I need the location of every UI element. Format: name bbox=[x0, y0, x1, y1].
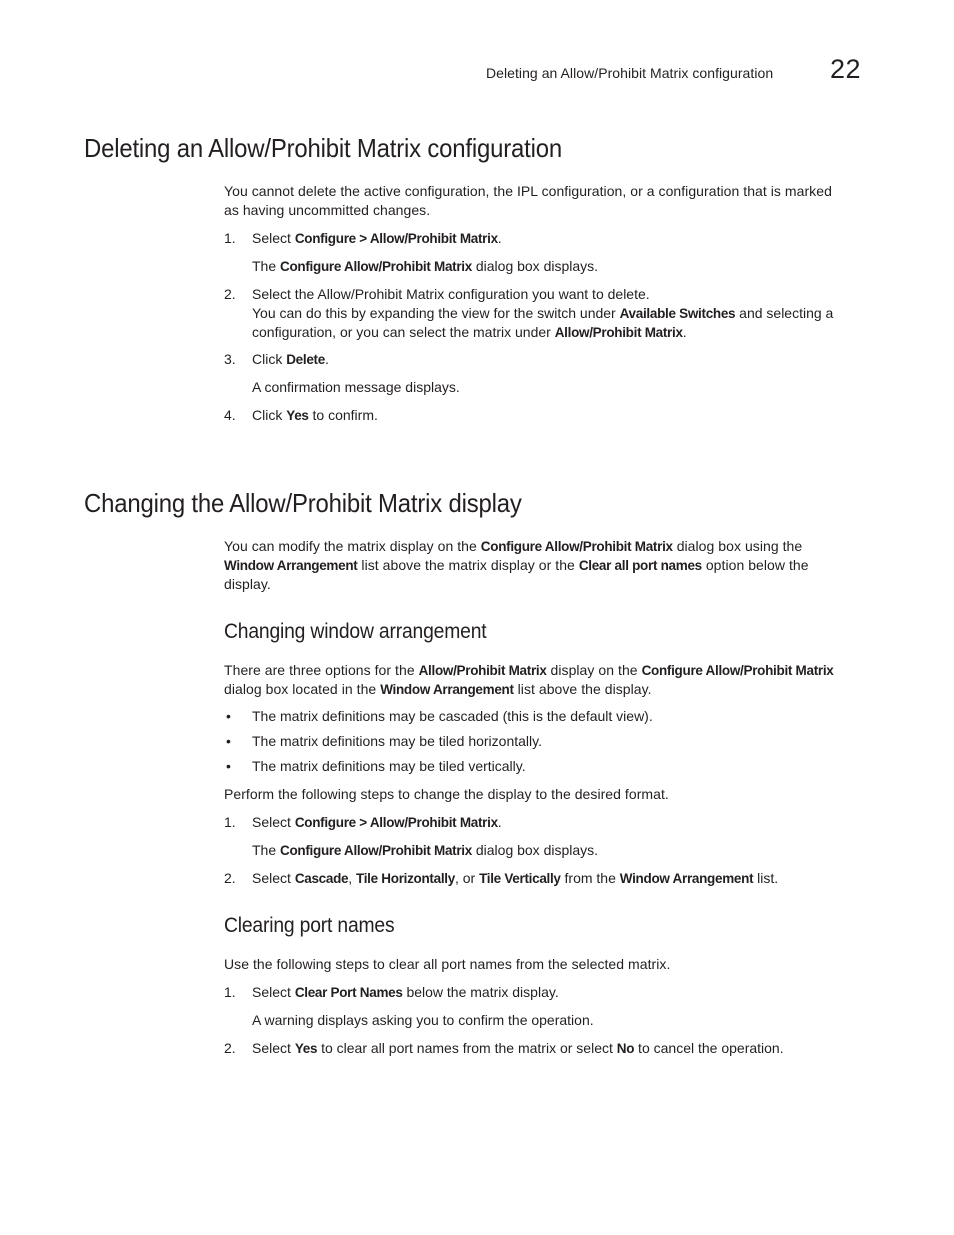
intro-line: You cannot delete the active configuration, the IPL configuration, or a configuration that is marked bbox=[224, 183, 832, 199]
ui-reference: Yes bbox=[294, 1041, 318, 1056]
ui-reference: Configure Allow/Prohibit Matrix bbox=[280, 259, 472, 274]
list-item bbox=[224, 707, 874, 726]
text: . bbox=[497, 814, 502, 830]
text: The bbox=[252, 842, 281, 858]
bullet-icon: • bbox=[226, 733, 231, 749]
step-item bbox=[224, 285, 874, 342]
ui-reference: Window Arrangement bbox=[619, 871, 754, 886]
text: from the bbox=[560, 870, 620, 886]
ui-reference: Window Arrangement bbox=[380, 682, 514, 697]
subsection-heading-clearing-port-names: Clearing port names bbox=[224, 914, 395, 937]
ui-reference: No bbox=[616, 1041, 635, 1056]
step-note: A confirmation message displays. bbox=[252, 379, 460, 395]
text: . bbox=[682, 324, 687, 340]
step-text bbox=[252, 869, 874, 888]
text: to clear all port names from the matrix or select bbox=[317, 1040, 617, 1056]
ui-reference: Yes bbox=[286, 408, 309, 423]
section1-intro bbox=[224, 182, 874, 220]
intro-line: as having uncommitted changes. bbox=[224, 202, 431, 218]
text: dialog box displays. bbox=[471, 842, 599, 858]
list-item bbox=[224, 757, 874, 776]
step-note: A warning displays asking you to confirm the operation. bbox=[252, 1012, 594, 1028]
bullet-icon: • bbox=[226, 708, 231, 724]
step-number: 1. bbox=[224, 230, 236, 246]
step-text bbox=[252, 350, 874, 369]
text: Select bbox=[252, 984, 295, 1000]
text: Select the Allow/Prohibit Matrix configuration you want to delete. bbox=[252, 286, 650, 302]
step-note bbox=[252, 257, 872, 276]
ui-reference: Tile Horizontally bbox=[356, 871, 455, 886]
text: . bbox=[497, 230, 502, 246]
text: , or bbox=[454, 870, 480, 886]
running-header-title: Deleting an Allow/Prohibit Matrix configuration bbox=[486, 65, 774, 81]
text: Select bbox=[252, 230, 295, 246]
ui-reference: Configure Allow/Prohibit Matrix bbox=[280, 843, 472, 858]
step-number: 2. bbox=[224, 870, 236, 886]
section-heading-changing-display: Changing the Allow/Prohibit Matrix display bbox=[84, 488, 522, 518]
text: Click bbox=[252, 351, 287, 367]
text: Select bbox=[252, 814, 295, 830]
ui-reference: Configure > Allow/Prohibit Matrix bbox=[294, 815, 498, 830]
text: . bbox=[324, 351, 329, 367]
text: below the matrix display. bbox=[402, 984, 559, 1000]
section-heading-deleting: Deleting an Allow/Prohibit Matrix configuration bbox=[84, 133, 562, 163]
step-item bbox=[224, 1039, 874, 1058]
step-number: 2. bbox=[224, 1040, 236, 1056]
text: to cancel the operation. bbox=[634, 1040, 784, 1056]
step-item bbox=[224, 406, 874, 425]
list-item-text: The matrix definitions may be tiled vertically. bbox=[252, 758, 526, 774]
text: dialog box located in the bbox=[224, 681, 381, 697]
list-item-text: The matrix definitions may be cascaded (this is the default view). bbox=[252, 708, 653, 724]
step-text bbox=[252, 1039, 874, 1058]
text: Select bbox=[252, 870, 295, 886]
ui-reference: Clear all port names bbox=[578, 558, 702, 573]
ui-reference: Allow/Prohibit Matrix bbox=[418, 663, 547, 678]
step-number: 4. bbox=[224, 407, 236, 423]
ui-reference: Delete bbox=[286, 352, 325, 367]
text: dialog box displays. bbox=[471, 258, 599, 274]
step-item bbox=[224, 869, 874, 888]
step-number: 1. bbox=[224, 814, 236, 830]
step-number: 1. bbox=[224, 984, 236, 1000]
ui-reference: Window Arrangement bbox=[224, 558, 358, 573]
step-note bbox=[252, 841, 872, 860]
subsection-intro: Use the following steps to clear all port names from the selected matrix. bbox=[224, 956, 671, 972]
ui-reference: Configure Allow/Prohibit Matrix bbox=[641, 663, 834, 678]
text: list above the matrix display or the bbox=[357, 557, 579, 573]
text: Select bbox=[252, 1040, 295, 1056]
step-text bbox=[252, 229, 874, 248]
chapter-number: 22 bbox=[830, 54, 862, 84]
ui-reference: Configure > Allow/Prohibit Matrix bbox=[294, 231, 498, 246]
text: There are three options for the bbox=[224, 662, 419, 678]
text: display. bbox=[224, 576, 271, 592]
text: list. bbox=[753, 870, 779, 886]
text: The bbox=[252, 258, 281, 274]
step-text bbox=[252, 285, 874, 342]
text: to confirm. bbox=[308, 407, 378, 423]
list-item-text: The matrix definitions may be tiled horizontally. bbox=[252, 733, 542, 749]
text: list above the display. bbox=[513, 681, 652, 697]
step-item bbox=[224, 229, 874, 248]
step-number: 3. bbox=[224, 351, 236, 367]
ui-reference: Clear Port Names bbox=[294, 985, 403, 1000]
text: You can do this by expanding the view for the switch under bbox=[252, 305, 620, 321]
ui-reference: Allow/Prohibit Matrix bbox=[554, 325, 683, 340]
text: You can modify the matrix display on the bbox=[224, 538, 481, 554]
step-text bbox=[252, 406, 874, 425]
ui-reference: Tile Vertically bbox=[479, 871, 561, 886]
list-item bbox=[224, 732, 874, 751]
step-item bbox=[224, 813, 874, 832]
ui-reference: Available Switches bbox=[619, 306, 736, 321]
step-number: 2. bbox=[224, 286, 236, 302]
subsection-heading-window-arrangement: Changing window arrangement bbox=[224, 620, 487, 643]
bullet-icon: • bbox=[226, 758, 231, 774]
ui-reference: Configure Allow/Prohibit Matrix bbox=[480, 539, 673, 554]
step-item bbox=[224, 350, 874, 369]
text: option below the bbox=[701, 557, 809, 573]
subsection-intro bbox=[224, 661, 874, 699]
text: dialog box using the bbox=[672, 538, 803, 554]
text: configuration, or you can select the matrix under bbox=[252, 324, 555, 340]
step-text bbox=[252, 983, 874, 1002]
text: and selecting a bbox=[735, 305, 834, 321]
section2-intro bbox=[224, 537, 874, 594]
text: , bbox=[348, 870, 357, 886]
step-text bbox=[252, 813, 874, 832]
step-item bbox=[224, 983, 874, 1002]
ui-reference: Cascade bbox=[294, 871, 349, 886]
text: Click bbox=[252, 407, 287, 423]
steps-lead: Perform the following steps to change the display to the desired format. bbox=[224, 786, 669, 802]
text: display on the bbox=[546, 662, 642, 678]
